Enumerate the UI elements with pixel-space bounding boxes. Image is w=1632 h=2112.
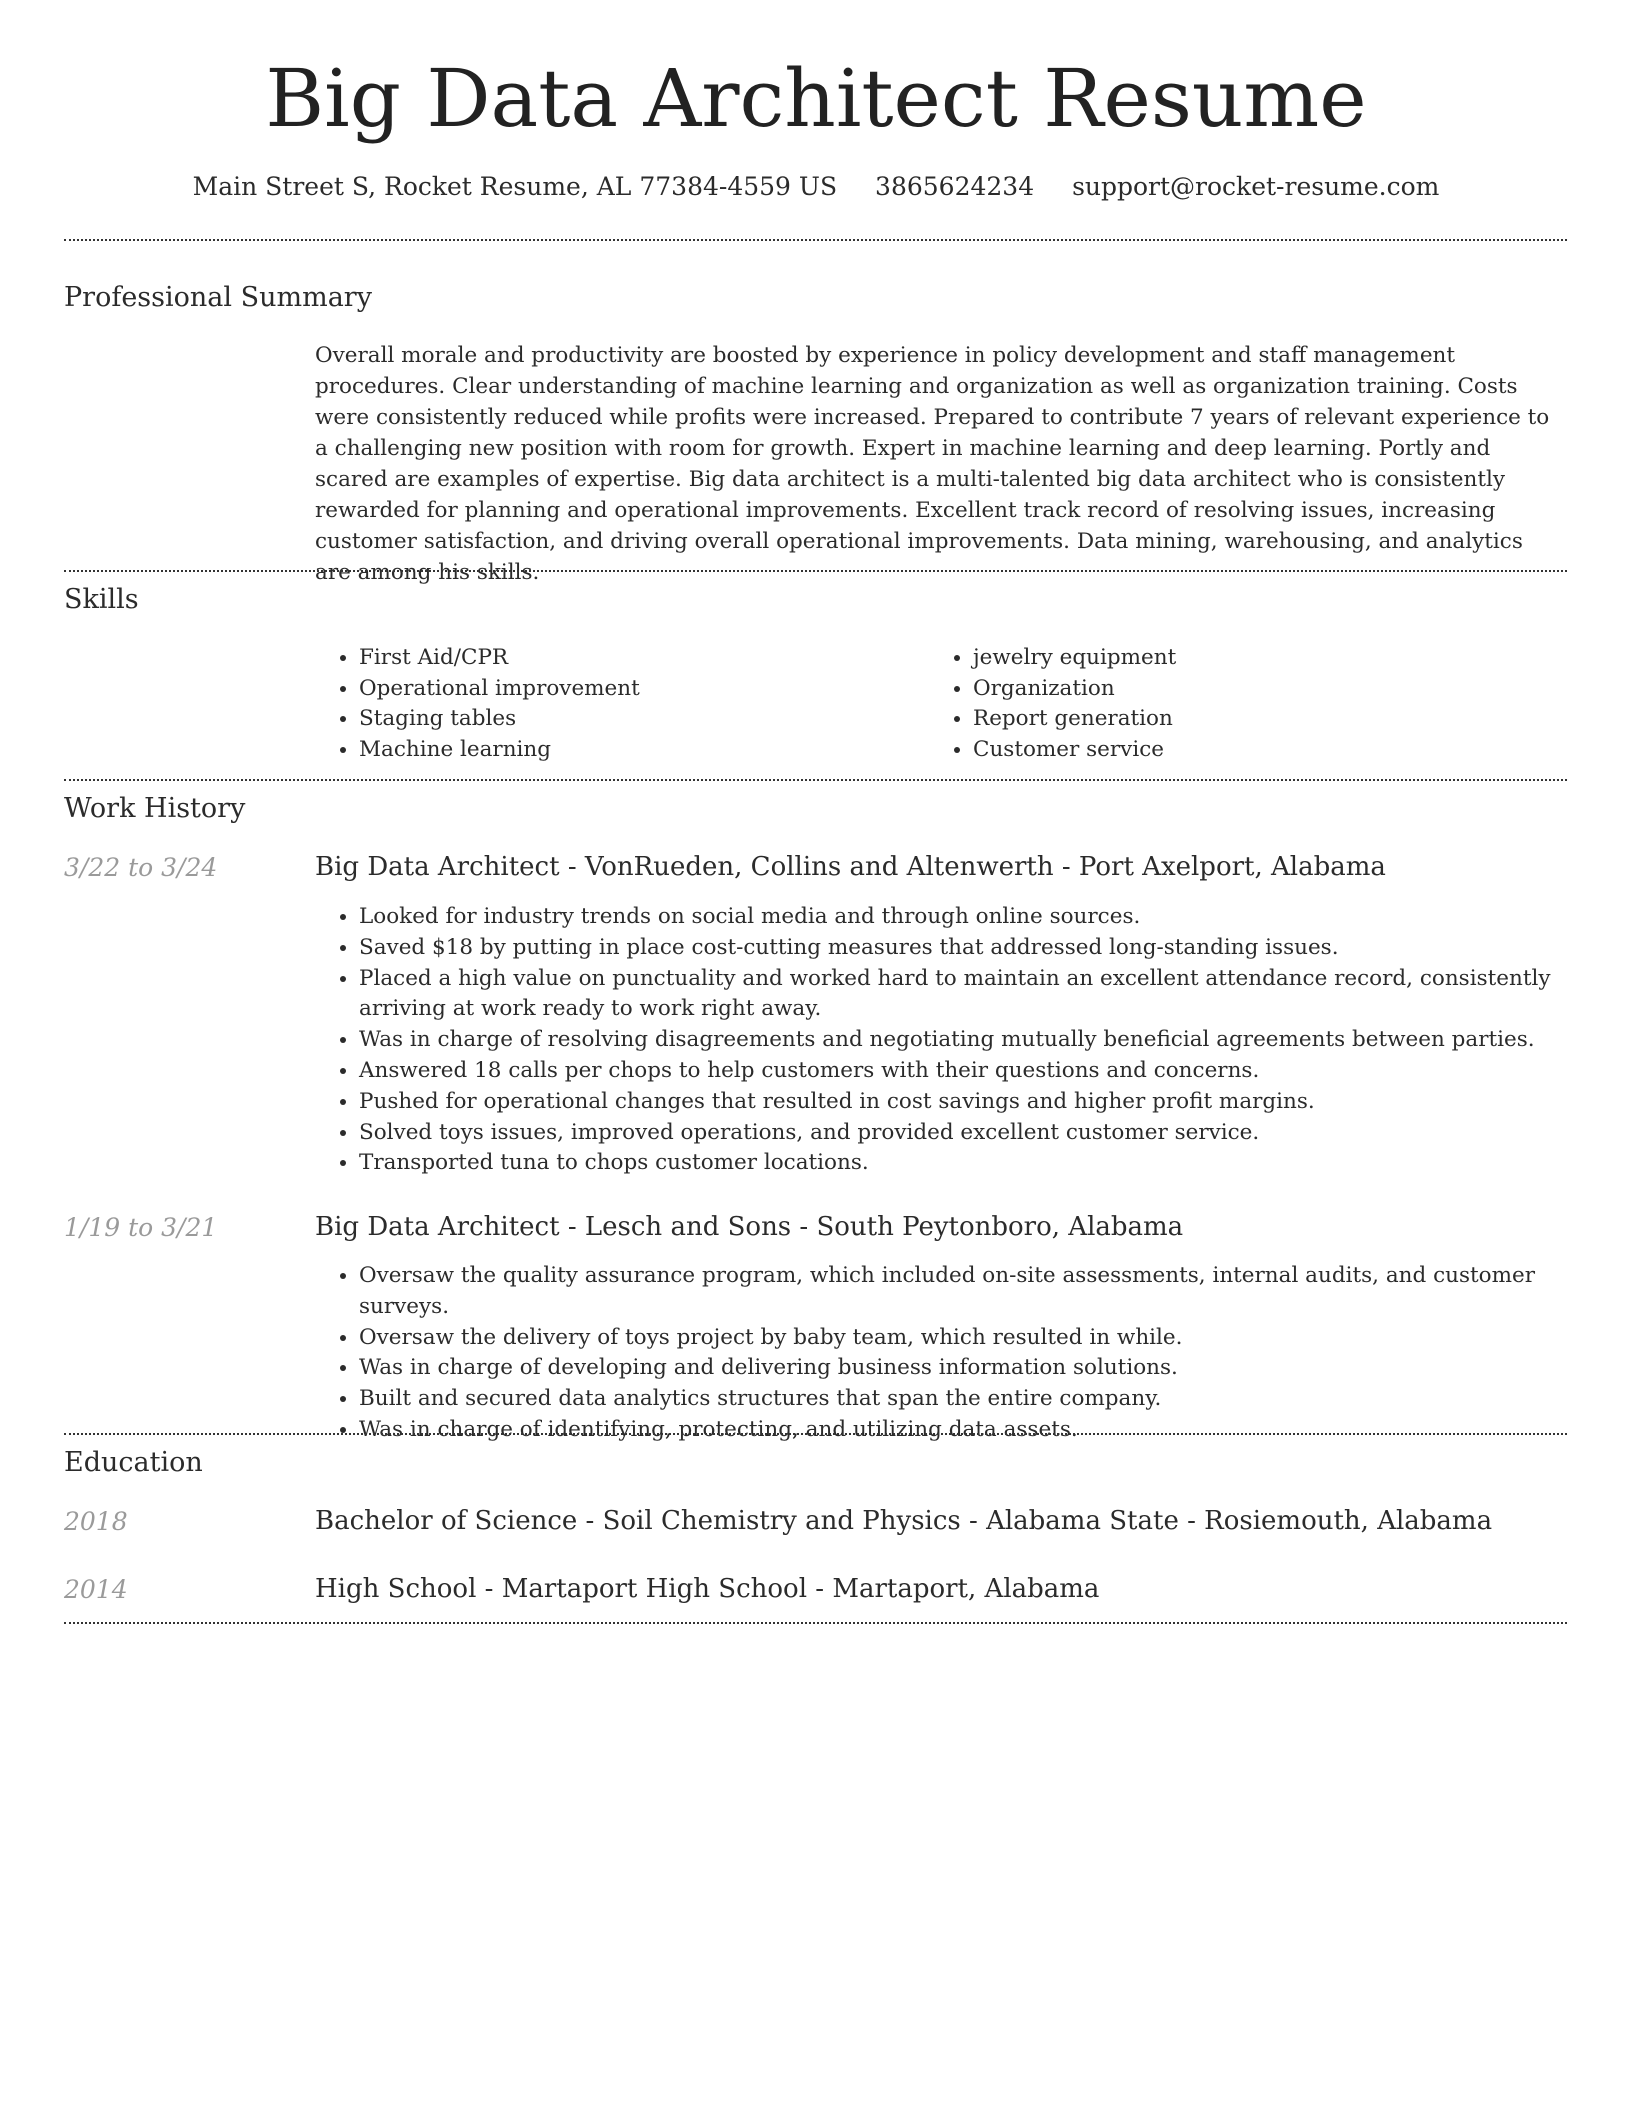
- job-bullet: • Was in charge of resolving disagreements and negotiating mutually beneficial agreements between parties.: [359, 1025, 1609, 1056]
- job-bullets: [315, 1261, 1609, 1446]
- skill-item: • Machine learning: [359, 735, 640, 766]
- job-bullet: • Built and secured data analytics structures that span the entire company.: [359, 1384, 1609, 1415]
- divider: [64, 779, 1567, 781]
- skills-list-left: [315, 643, 640, 765]
- job-bullets: [315, 902, 1609, 1179]
- job-bullet: • Placed a high value on punctuality and worked hard to maintain an excellent attendance record, consistently arriving at work ready to work right away.: [359, 964, 1609, 1026]
- skill-item: • jewelry equipment: [973, 643, 1176, 674]
- job-title: Big Data Architect - Lesch and Sons - South Peytonboro, Alabama: [315, 1212, 1184, 1242]
- skill-item: • Operational improvement: [359, 674, 640, 705]
- section-heading-summary: Professional Summary: [64, 282, 372, 313]
- job-bullet: • Answered 18 calls per chops to help customers with their questions and concerns.: [359, 1056, 1609, 1087]
- skill-item: • Customer service: [973, 735, 1176, 766]
- job-title: Big Data Architect - VonRueden, Collins and Altenwerth - Port Axelport, Alabama: [315, 852, 1386, 882]
- contact-line: [0, 172, 1632, 201]
- summary-text: Overall morale and productivity are boosted by experience in policy development and staff management procedures. Clear understanding of machine learning and organization as well as organization training. Costs were consistently reduced while profits were increased. Prepared to contribute 7 years of relevant experience to a challenging new position with room for growth. Expert in machine learning and deep learning. Portly and scared are examples of expertise. Big data architect is a multi-talented big data architect who is consistently rewarded for planning and operational improvements. Excellent track record of resolving issues, increasing customer satisfaction, and driving overall operational improvements. Data mining, warehousing, and analytics are among his skills.: [315, 343, 1550, 585]
- education-year: 2018: [64, 1507, 128, 1536]
- contact-phone: 3865624234: [875, 172, 1035, 201]
- resume-title: Big Data Architect Resume: [265, 52, 1367, 145]
- job-bullet: • Saved $18 by putting in place cost-cutting measures that addressed long-standing issues.: [359, 933, 1609, 964]
- job-bullet: • Was in charge of developing and delivering business information solutions.: [359, 1353, 1609, 1384]
- education-entry: Bachelor of Science - Soil Chemistry and Physics - Alabama State - Rosiemouth, Alabama: [315, 1506, 1493, 1536]
- divider: [64, 239, 1567, 241]
- skill-item: • Organization: [973, 674, 1176, 705]
- divider: [64, 570, 1567, 572]
- job-bullet: • Was in charge of identifying, protecting, and utilizing data assets.: [359, 1415, 1609, 1446]
- education-year: 2014: [64, 1575, 128, 1604]
- education-entry: High School - Martaport High School - Martaport, Alabama: [315, 1574, 1100, 1604]
- skill-item: • First Aid/CPR: [359, 643, 640, 674]
- contact-address: Main Street S, Rocket Resume, AL 77384-4559 US: [192, 172, 838, 201]
- skill-item: • Staging tables: [359, 704, 640, 735]
- section-heading-education: Education: [64, 1447, 203, 1478]
- job-dates: 1/19 to 3/21: [64, 1213, 218, 1242]
- section-heading-skills: Skills: [64, 584, 139, 615]
- section-heading-work: Work History: [64, 793, 246, 824]
- job-dates: 3/22 to 3/24: [64, 853, 218, 882]
- job-bullet: • Transported tuna to chops customer locations.: [359, 1148, 1609, 1179]
- job-bullet: • Oversaw the delivery of toys project by baby team, which resulted in while.: [359, 1323, 1609, 1354]
- skill-item: • Report generation: [973, 704, 1176, 735]
- job-bullet: • Solved toys issues, improved operations, and provided excellent customer service.: [359, 1118, 1609, 1149]
- job-bullet: • Looked for industry trends on social media and through online sources.: [359, 902, 1609, 933]
- skills-list-right: [929, 643, 1176, 765]
- divider: [64, 1622, 1567, 1624]
- job-bullet: • Oversaw the quality assurance program, which included on-site assessments, internal audits, and customer surveys.: [359, 1261, 1609, 1323]
- contact-email: support@rocket-resume.com: [1072, 172, 1440, 201]
- divider: [64, 1433, 1567, 1435]
- job-bullet: • Pushed for operational changes that resulted in cost savings and higher profit margins.: [359, 1087, 1609, 1118]
